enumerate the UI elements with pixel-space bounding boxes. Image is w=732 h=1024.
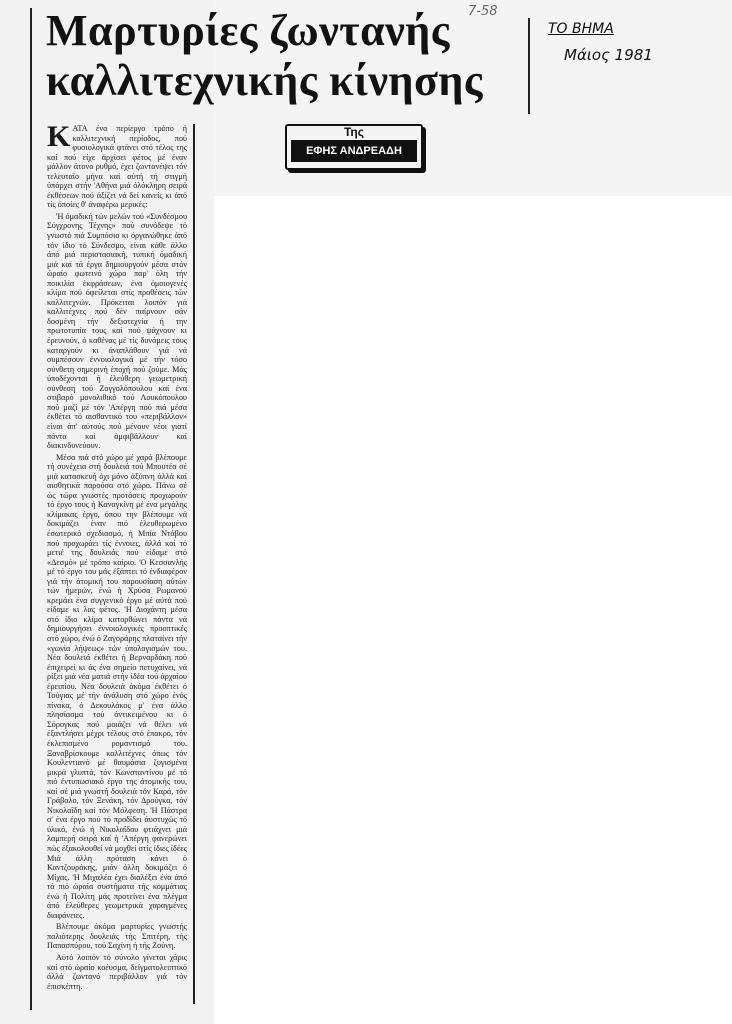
drop-cap: Κ <box>47 120 71 153</box>
headline-line-2: καλλιτεχνικής κίνησης <box>46 56 483 105</box>
body-paragraph-3: Μέσα πιά στό χώρο μέ χαρά βλέπουμε τή συνέχεια στή δουλειά τού Μπουτέα σέ μιά κατασκευή όχι μόνο άξύπνη άλλά καί αισθητικά παρούσα στό χώρο. Πάνω σέ ώς τώρα γνωστές προτάσεις προχωρούν τό έργο τους ή Καναγκίνη μέ ένα μεγάλης κλίμακας έργο, όπου την βλέπουμε νά δοκιμάζει έναν πιό έλευθερωμένο έσωτερικό σχεδιασμό, ή Μπία Ντάβου πού προχωράει τίς έννοιες, άλλά καί τό μετιέ της δουλειάς πού είδαμε στό «Δεσμό» μέ τρόπο καίριο. 'Ο Κεσσανλής μέ τό έργο του μάς έξάπτει τό ένδιαφέρον γιά τήν άτομική του παρουσίαση αύτών τών ήμερών, ένώ ή Χρύσα Ρωμανού κρεμάει ένα συγγενικό έργο μέ αύτά πού είδαμε κι λας φέτος. 'Η Διοχάντη μέσα στό ίδιο κλίμα κατορθώνει πάντα νά δημιουργήσει έννοιολογικές προοπτικές στό χώρο, ένώ ό Ζαγοράρης πλαταίνει τήν «γωνία λήψεως» τών ύπολογισμών του. Νέα δουλειά έκθέτει ή Βερναρδάκη πού έπιχειρεί κι άς ένα σημείο πετυχαίνει, νά ρίξει μιά νέα ματιά στήν ίδέα τού άρχαίου έρειπίου. Νέα δουλειά άκόμα έκθέτει ό Τούγιας μέ τήν άνάλυση στό χώρο ένός πίνακα, ό Δεκουλάκος μ' ένα άλλο πλησίασμα τού άντικειμένου κι ό Σόρογκας πού μοιάζει νά θέλει νά έξαντλήσει μέχρι τέλους στό έπακρο, τόν έκλεπισμένο ρομαντισμό του. Ξαναβρίσκουμε καλλιτέχνες όπως τόν Κουλεντιανό μέ θαυμάσια ζυγισμένα μικρά γλυπτά, τόν Κωνσταντίνου μέ τό πιό έντυπωσιακό έργο της άτομικής του, καί σέ μιά γνωστή δουλειά τόν Καρά, τόν Γράβαλο, τόν Ξενάκη, τόν Δρούγκα, τόν Νικολαΐδη καί τόν Μόλφεση. 'Η Πάστρα σ' ένα έργο πού τό προδίδει άυστυχώς τό ύλικό, ένώ ή Νικολαΐδου φτιάχνει μιά λαμπερή σειρά καί ή 'Απέργη φανερώνει πώς έξακολουθεί νά μοχθεί στίς ίδιες ίδέες Μιά άλλη πρόταση κάνει ό Καντζουράκης, μιάν άλλη δοκιμάζει ό Μίχας. 'Η Μιχαλέα έχει διαλέξει ένα άπό τά πιό ώραία συστήματα τής κομμάτιας ένώ ή Πολίτη μάς προτείνει ένα πλέγμα άπό έλεύθερες γεωμετρικά χαραγμένες διαφάνειες. <box>47 452 187 920</box>
article-body <box>47 120 187 993</box>
body-paragraph-4: Βλέπουμε άκόμα μαρτυρίες γνωστής παλιότερης δουλειάς τής Σπιτέρη, τής Παπασπύρου, τού Σαχίνη ή τής Ζούνη. <box>47 922 187 951</box>
byline-author: ΕΦΗΣ ΑΝΔΡΕΑΔΗ <box>291 140 417 162</box>
paragraph-text: ΑΤΑ ένα περίεργο τρόπο ή καλλιτεχνική περίοδος, πού φυσιολογικά φτάνει στό τέλος της καί πού είχε άρχίσει φέτος μέ έναν μάλλον άτονο ρυθμό, έχει ζωντανέψει τόν τελευταίο μήνα καί αύτή τή στιγμή ύπάρχει στήν 'Αθήνα μιά όλόκληρη σειρά έκθέσεων πού άξίζει νά δεί κανείς κι άπό τίς όποίες θ' άναφέρω μερικές: <box>47 124 187 210</box>
byline-box <box>285 124 423 170</box>
body-paragraph-2: 'Η όμαδική τών μελών τού «Συνδέσμου Σύγχρονης Τέχνης» πού συνόδεψε τό γνωστό πιά Συμπόσιο κι όργανώθηκε άπό τόν ίδιο τό Σύνδεσμο, είναι κάθε άλλο άπό μιά περιστασιακή, τυπική όμαδική μιά καί τά έργα δημιουργούν μέσα στόν ώραίο φωτεινό χώρο παρ' όλη τήν ποικιλία έκφράσεων, ένα όμοιογενές κλίμα πού όφείλεται στίς προθέσεις τών καλλιτεχνών. Πρόκειται λοιπόν γιά καλλιτέχνες πού δέν παίρνουν σάν δοσμένη τήν δεξιοτεχνία ή την πρωτοτυπία τους καί πού ψάχνουν κι έρευνούν, ό καθένας μέ τίς δυνάμεις τους καταργούν κι άναπλάθουν γιά νά συμπέσουν έννοιολογικά μέ τήν τόσο σύνθετη σημερινή έποχή πού ζούμε. Μάς ύποδέχονται ή έλεύθερη γεωμετρική σύνθεση τού Ζογγολόπουλου καί ένα στιβαρό μονολιθικό τού Λουκόπουλου πού μαζί μέ τόν 'Απέργη πού πιά μέσα έκθέτει τό αισθαντικό του «περιβάλλον» είναι άπ' αύτούς πού μένουν νέοι γιατί πάντα καί άμφιβάλλουν καί διακινδυνεύουν. <box>47 211 187 451</box>
header-rule <box>528 18 530 114</box>
body-paragraph-1 <box>47 120 187 210</box>
page-reference: 7-58 <box>468 4 498 19</box>
left-column-rule <box>30 8 32 1010</box>
body-paragraph-5: Αύτό λοιπόν τό σύνολο γίνεται χάρις καί στό ώραίο κοέυσμα, δείγματολειπτικό άλλά ζωντανό περιβάλλον γιά τόν έπισκέπτη. <box>47 953 187 991</box>
right-column-rule <box>193 124 195 1004</box>
headline-line-1: Μαρτυρίες ζωντανής <box>46 6 450 55</box>
article-headline <box>46 6 526 106</box>
source-newspaper: ΤΟ ΒΗΜΑ <box>548 21 614 37</box>
byline-prefix: Της <box>343 125 364 139</box>
source-date: Μάιος 1981 <box>564 46 653 64</box>
